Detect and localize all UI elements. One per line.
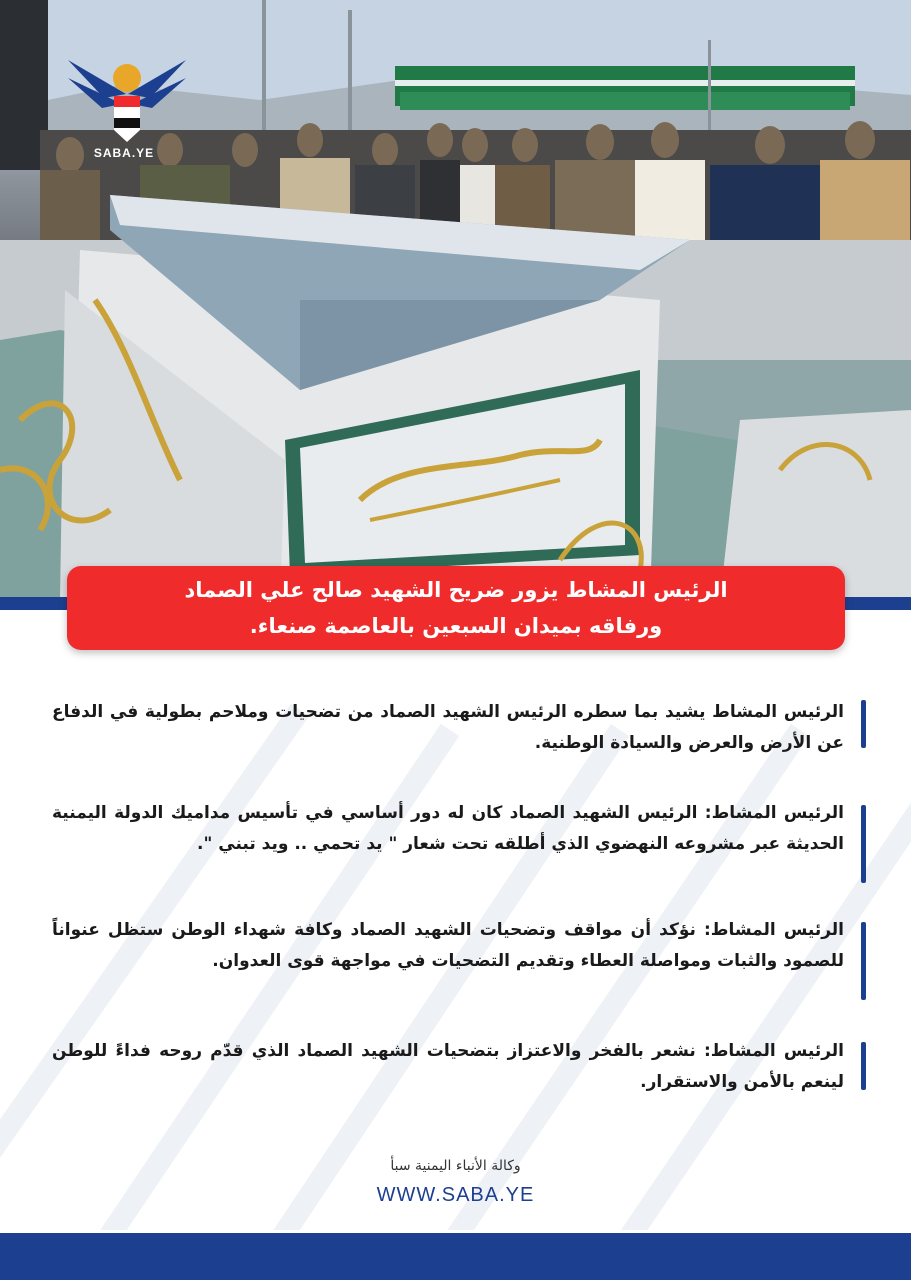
paragraph-marker [861,1042,866,1090]
footer-band [0,1233,911,1280]
paragraph-1: الرئيس المشاط يشيد بما سطره الرئيس الشهيد الصماد من تضحيات وملاحم بطولية في الدفاع عن الأرض والعرض والسيادة الوطنية. [52,702,844,753]
paragraph-marker [861,922,866,1000]
paragraph-2: الرئيس المشاط: الرئيس الشهيد الصماد كان له دور أساسي في تأسيس مداميك الدولة اليمنية الحديثة عبر مشروعه النهضوي الذي أطلقه تحت شعار " يد تحمي .. ويد تبني ". [52,803,844,854]
logo-label: SABA.YE [93,146,155,160]
saba-logo [64,38,190,162]
paragraph-3: الرئيس المشاط: نؤكد أن مواقف وتضحيات الشهيد الصماد وكافة شهداء الوطن ستظل عنواناً للصمود والثبات ومواصلة العطاء وتقديم التضحيات في مواجهة قوى العدوان. [52,920,844,971]
eagle-logo-icon [64,38,190,162]
headline-line-1: الرئيس المشاط يزور ضريح الشهيد صالح علي الصماد [184,578,728,602]
paragraph-4: الرئيس المشاط: نشعر بالفخر والاعتزاز بتضحيات الشهيد الصماد الذي قدّم روحه فداءً للوطن لينعم بالأمن والاستقرار. [52,1041,844,1092]
headline-line-2: ورفاقه بميدان السبعين بالعاصمة صنعاء. [249,614,663,638]
paragraph-marker [861,805,866,883]
agency-name: وكالة الأنباء اليمنية سبأ [390,1158,521,1174]
paragraph-marker [861,700,866,748]
website-link[interactable]: WWW.SABA.YE [376,1184,535,1206]
